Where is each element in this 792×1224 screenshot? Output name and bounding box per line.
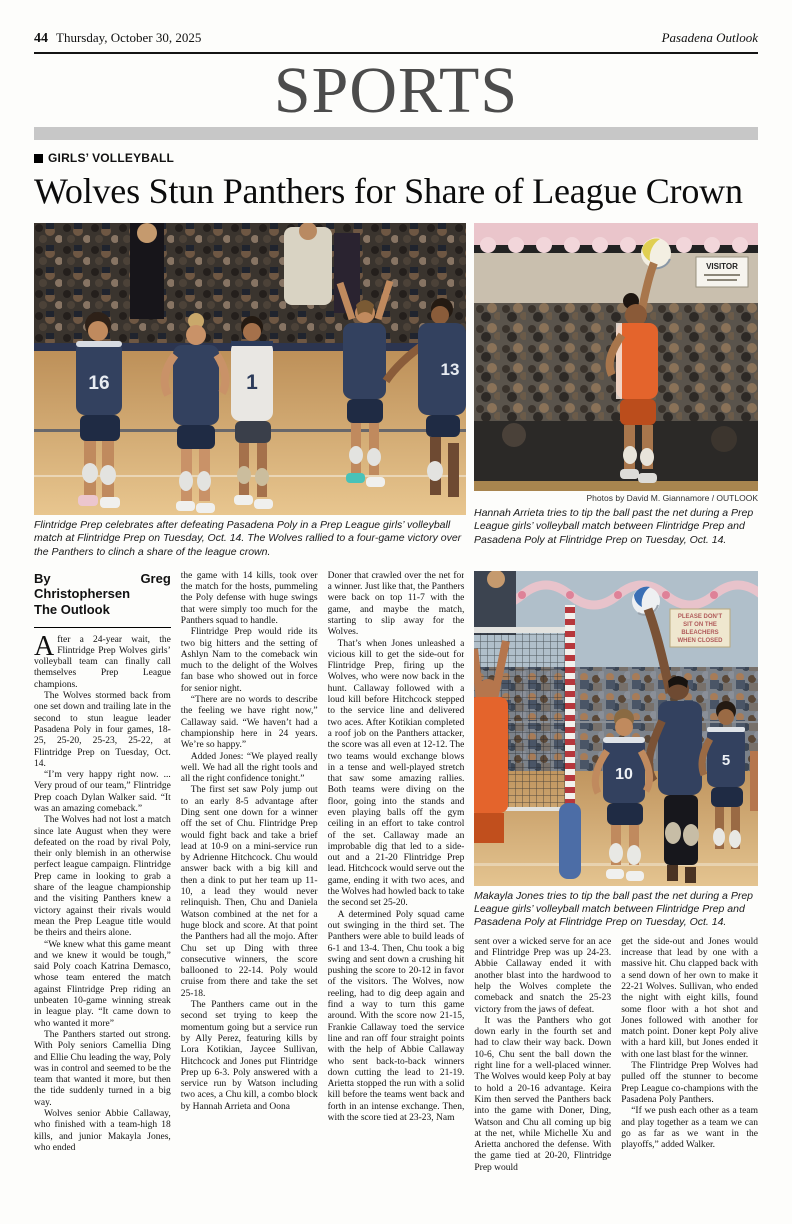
bleachers-sign-line-4: WHEN CLOSED <box>677 637 723 644</box>
article-paragraph: The Panthers came out in the second set trying to keep the momentum going but a service run by Ally Perez, featuring kills by Lora Kotikian, Jaycee Sullivan, Hitchcock and Jones put Flintridge Prep up 6-3. Poly answered with a service run by Watson including two aces, a Chu kill, a combo block by Hannah Arrieta and Oona <box>180 1000 318 1112</box>
opening-paragraph <box>34 630 171 691</box>
photo-arrieta-image <box>474 223 758 491</box>
caption-middle-photo: Makayla Jones tries to tip the ball past the net during a Prep League girls’ volleyball match between Flintridge Prep and Pasadena Poly at Flintridge Prep on Tuesday, Oct. 14. <box>474 889 753 929</box>
bleachers-sign-line-3: BLEACHERS <box>681 629 719 636</box>
page-number: 44 <box>34 31 48 46</box>
page-header <box>34 0 758 47</box>
photo-jones-image <box>474 571 758 886</box>
jones-illustration <box>474 571 758 886</box>
section-square-icon <box>34 154 43 163</box>
article-paragraph: The Wolves had not lost a match since late August when they were defeated on the road by rival Poly, their only blemish in an otherwise perfect league campaign. Flintridge Prep came in looking to grab a share of the league championship and the visiting Panthers knew a victory against their rivals would mean the Prep League title would be theirs and theirs alone. <box>34 815 171 939</box>
kicker-label: GIRLS’ VOLLEYBALL <box>48 151 175 166</box>
photo-celebration <box>34 223 466 559</box>
article-paragraph: sent over a wicked serve for an ace and Flintridge Prep was up 24-23. Abbie Callaway ended it with another blast into the hardwood to help the Wolves complete the comeback and snatch the 25-23 victory from the jaws of defeat. <box>474 936 612 1015</box>
article-paragraph: Wolves senior Abbie Callaway, who finished with a team-high 18 kills, and junior Makayla Jones, who ended <box>34 1109 171 1153</box>
article-paragraph: get the side-out and Jones would increase that lead by one with a massive hit. Chu clapped back with a send down of her own to make it 22-21 Wolves. Sullivan, who ended the night with eight kills, found some floor with a hot shot and Jones followed with another for match point. Doner kept Poly alive with a hard kill, but Jones ended it with one last blast for the winner. <box>621 936 758 1060</box>
photo-celebration-image <box>34 223 466 515</box>
caption-right-photo: Hannah Arrieta tries to tip the ball past the net during a Prep League girls’ volleyball match between Flintridge Prep and Pasadena Poly at Flintridge Prep on Tuesday, Oct. 14. <box>474 507 754 546</box>
photo-row <box>34 223 758 559</box>
article-column-3 <box>328 571 465 1223</box>
article-paragraph: “If we push each other as a team and play together as a team we can go as far as we want in the playoffs,” added Walker. <box>621 1106 758 1151</box>
byline <box>34 571 171 618</box>
bleachers-sign-line-1: PLEASE DON’T <box>677 613 723 620</box>
article-paragraph: “We knew what this game meant and we knew it would be tough,” said Poly coach Katrina Demasco, whose team entered the match against Flintridge Prep riding an unbeaten 10-game winning streak in league play. “It came down to who wanted it more” <box>34 939 171 1029</box>
drop-cap: A <box>34 630 55 662</box>
header-left <box>34 30 201 47</box>
article-paragraph: It was the Panthers who got down early in the fourth set and had to claw their way back. Down 10-6, Chu sent the ball down the right line for a well-placed winner. The Wolves would keep Poly at bay to hold a 20-16 advantage. Keira Kim then served the Panthers back into the game with Doner, Ding, Watson and Chu all coming up big at the net, while Michelle Xu and Arietta anchored the defense. With the game tied at 20-20, Flintridge Prep would <box>474 1015 612 1173</box>
article-paragraph: The Wolves stormed back from one set down and trailing late in the second to stun league leader Pasadena Poly in four games, 18-25, 25-20, 25-23, 25-22, at Flintridge Prep on Tuesday, Oct. 14. <box>34 691 171 769</box>
jersey-number-13: 13 <box>440 360 460 380</box>
article-paragraph: The Flintridge Prep Wolves had pulled off the stunner to become Prep League co-champions with the Pasadena Poly Panthers. <box>621 1061 758 1105</box>
caption-left-photo: Flintridge Prep celebrates after defeating Pasadena Poly in a Prep League girls’ volleyball match at Flintridge Prep on Tuesday, Oct. 14. The Wolves rallied to a four-game victory over the Panthers to clinch a share of the league crown. <box>34 519 462 558</box>
article-column-2 <box>181 571 318 1223</box>
article-headline: Wolves Stun Panthers for Share of League Crown <box>34 171 743 212</box>
byline-rule <box>34 627 171 628</box>
column-2-text <box>181 571 318 1113</box>
byline-author: By Greg Christophersen <box>34 570 171 602</box>
jersey-number-5: 5 <box>721 751 731 769</box>
article-paragraph: Added Jones: “We played really well. We had all the right tools and all the right confidence tonight.” <box>180 751 318 785</box>
article-paragraph: The Panthers started out strong. With Poly seniors Camellia Ding and Ellie Chu leading the way, Poly was in control and seemed to be the team that wanted it more, but then the tide suddenly turned in a big way. <box>34 1029 171 1108</box>
photo-jones <box>474 571 758 930</box>
opening-text: fter a 24-year wait, the Flintridge Prep Wolves girls’ volleyball team can finally call themselves Prep League champions. <box>34 634 171 690</box>
column-3-text <box>328 571 465 1125</box>
article-paragraph: the game with 14 kills, took over the match for the hosts, pummeling the Poly defense with huge swings that were simply too much for the Panthers squad to handle. <box>180 570 318 626</box>
jersey-number-16: 16 <box>88 373 110 395</box>
header-date: Thursday, October 30, 2025 <box>56 30 202 45</box>
column-1-text <box>34 691 171 1154</box>
column-5-text <box>621 937 758 1152</box>
byline-org: The Outlook <box>34 601 110 617</box>
bleachers-sign-line-2: SIT ON THE <box>683 621 717 628</box>
photo-arrieta <box>474 223 758 491</box>
article-body <box>34 571 758 1223</box>
article-paragraph: “I’m very happy right now. ... Very proud of our team,” Flintridge Prep coach Dylan Walker said. “It was an amazing comeback.” <box>34 770 171 814</box>
celebration-illustration <box>34 223 466 515</box>
visitor-sign: VISITOR <box>706 262 738 272</box>
arrieta-illustration <box>474 223 758 491</box>
article-paragraph: That’s when Jones unleashed a vicious kill to get the side-out for Flintridge Prep, firing up the Wolves, who were now back in the hunt. Callaway followed with a loud kill before Hitchcock stepped to the service line and delivered two aces. After Kotikian completed a roof job on the Panthers attacker, the score was all even at 12-12. The two teams would exchange blows in a tense and well-played stretch that saw some amazing rallies. Both teams were diving on the floor, going into the stands and even playing balls off the gym ceiling in an effort to take control of the set. Callaway made an improbable dig that led to a side-out and a 21-20 Flintridge Prep lead. Hitchcock would serve out the game, ending it with two aces, and the Wolves had howled back to take the second set 25-20. <box>327 638 465 909</box>
kicker <box>34 151 758 165</box>
section-title: SPORTS <box>273 54 519 127</box>
jersey-number-1: 1 <box>246 371 258 395</box>
column-4-text <box>474 937 611 1174</box>
jersey-number-10: 10 <box>615 765 633 783</box>
photo-credit: Photos by David M. Giannamore / OUTLOOK <box>586 493 758 504</box>
publication-name: Pasadena Outlook <box>661 30 758 45</box>
article-paragraph: The first set saw Poly jump out to an early 8-5 advantage after Ding sent one down for a winner off the set of Chu. Flintridge Prep would fight back and take a brief lead at 10-9 on a mini-service run by Adrienne Hitchcock. Chu would answer back with a big kill and then a dink to put her team up 11-10, a lead they would never relinquish. Then, Chu and Daniela Watson combined at the net for a huge block and score. At that point the Panthers had all the mojo. After Chu set up Ding with three consecutive winners, the score ballooned to 22-14. Poly would cruise from there and take the set 25-18. <box>180 785 318 999</box>
photo-arrieta-block <box>474 223 758 559</box>
article-paragraph: A determined Poly squad came out swinging in the third set. The Panthers were able to build leads of 6-1 and 13-4. Then, Chu took a big swing and sent down a crushing hit pushing the score to 20-12 in favor of the visitors. The Wolves, now reeling, had to dig deep again and find a way to turn this game around. With the score now 21-15, Frankie Callaway toed the service line and ran off four straight points with the help of Abbie Callaway who sent back-to-back winners down cutting the lead to 21-19. Arietta stopped the run with a solid kill before the teams went back and forth in an intense exchange. Then, with the score tied at 23-23, Nam <box>327 909 465 1123</box>
section-divider-bar <box>34 127 758 140</box>
article-paragraph: Flintridge Prep would ride its two big hitters and the setting of Ashlyn Nam to the comeback win much to the delight of the Wolves fan base who showed out in force for senior night. <box>180 627 318 694</box>
article-column-1 <box>34 571 171 1223</box>
article-paragraph: Doner that crawled over the net for a winner. Just like that, the Panthers were back on top 11-7 with the game, and maybe the match, starting to slip away for the Wolves. <box>327 570 465 638</box>
article-paragraph: “There are no words to describe the feeling we have right now,” Callaway said. “We haven’t had a championship here in 24 years. We’re so happy.” <box>180 695 318 751</box>
